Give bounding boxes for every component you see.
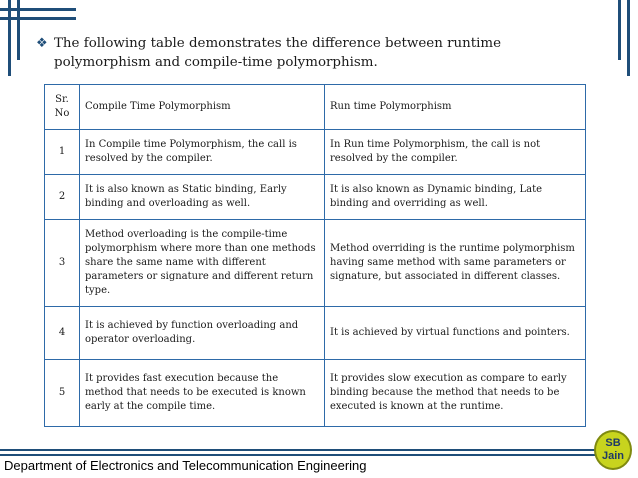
intro-paragraph [36, 34, 596, 72]
department-footer: Department of Electronics and Telecommunication Engineering [4, 458, 367, 473]
table-row [45, 307, 586, 360]
comparison-table [44, 84, 586, 427]
badge-line-2: Jain [601, 450, 624, 462]
table-row [45, 220, 586, 307]
header-sr-no: Sr. No [45, 85, 80, 130]
footer-divider [0, 449, 600, 451]
frame-line [17, 0, 20, 60]
frame-line [8, 0, 11, 76]
compile-time-cell: Method overloading is the compile-time polymorphism where more than one methods share the same name with different parameters or signature and different return type. [80, 220, 325, 307]
table-row [45, 130, 586, 175]
footer-divider [0, 454, 600, 456]
compile-time-cell: It is achieved by function overloading and operator overloading. [80, 307, 325, 360]
compile-time-cell: In Compile time Polymorphism, the call is resolved by the compiler. [80, 130, 325, 175]
badge-line-1: SB [605, 437, 621, 449]
run-time-cell: In Run time Polymorphism, the call is not resolved by the compiler. [325, 130, 586, 175]
diamond-bullet-icon: ❖ [36, 36, 48, 51]
run-time-cell: It provides slow execution as compare to early binding because the method that needs to be executed is known at the runtime. [325, 360, 586, 427]
compile-time-cell: It provides fast execution because the method that needs to be executed is known early at the compile time. [80, 360, 325, 427]
row-number: 1 [45, 130, 80, 175]
row-number: 5 [45, 360, 80, 427]
run-time-cell: It is achieved by virtual functions and pointers. [325, 307, 586, 360]
frame-line [0, 17, 76, 20]
frame-line [618, 0, 621, 60]
row-number: 4 [45, 307, 80, 360]
row-number: 3 [45, 220, 80, 307]
frame-line [627, 0, 630, 76]
run-time-cell: Method overriding is the runtime polymorphism having same method with same parameters or signature, but associated in different classes. [325, 220, 586, 307]
intro-text: The following table demonstrates the difference between runtime polymorphism and compile-time polymorphism. [54, 36, 502, 70]
author-badge [594, 430, 632, 470]
table-header-row [45, 85, 586, 130]
compile-time-cell: It is also known as Static binding, Early binding and overloading as well. [80, 175, 325, 220]
table-row [45, 360, 586, 427]
header-compile-time: Compile Time Polymorphism [80, 85, 325, 130]
header-run-time: Run time Polymorphism [325, 85, 586, 130]
table-row [45, 175, 586, 220]
run-time-cell: It is also known as Dynamic binding, Late binding and overriding as well. [325, 175, 586, 220]
frame-line [0, 8, 76, 11]
row-number: 2 [45, 175, 80, 220]
